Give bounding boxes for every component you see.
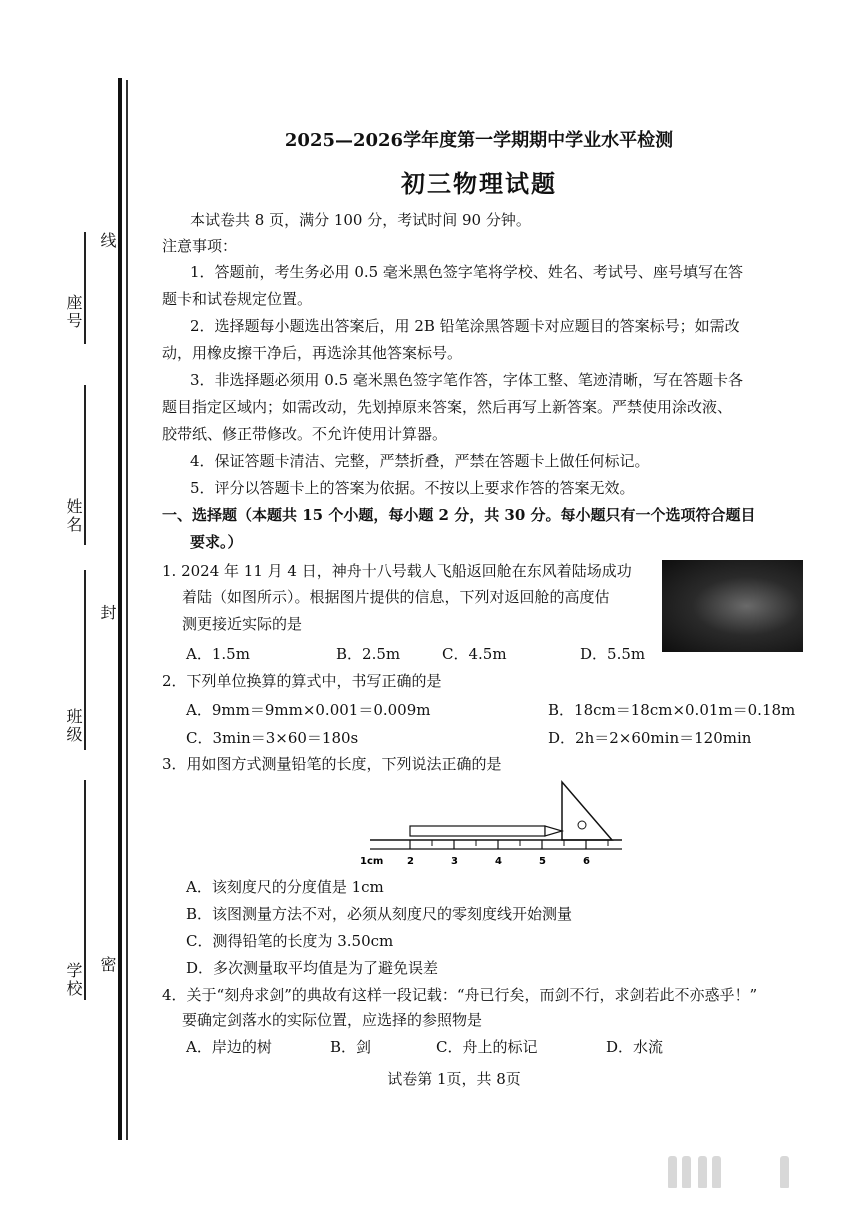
person-figure	[780, 1156, 789, 1188]
exam-subject: 初三物理试题	[401, 169, 557, 198]
class-blank[interactable]	[84, 570, 86, 750]
q2-option-c[interactable]: C．3min＝3×60＝180s	[186, 729, 359, 747]
notice-line: 1．答题前，考生务必用 0.5 毫米黑色签字笔将学校、姓名、考试号、座号填写在答	[190, 263, 743, 281]
name-blank[interactable]	[84, 385, 86, 545]
person-figure	[698, 1156, 707, 1188]
q3-stem: 3．用如图方式测量铅笔的长度，下列说法正确的是	[162, 755, 502, 773]
notice-line: 3．非选择题必须用 0.5 毫米黑色签字笔作答，字体工整、笔迹清晰，写在答题卡各	[190, 371, 743, 389]
ruler-label: 2	[407, 856, 414, 867]
q4-stem: 要确定剑落水的实际位置，应选择的参照物是	[182, 1011, 483, 1029]
school-blank[interactable]	[84, 780, 86, 1000]
q1-stem: 1. 2024 年 11 月 4 日，神舟十八号载人飞船返回舱在东风着陆场成功	[162, 562, 632, 580]
notice-line: 5．评分以答题卡上的答案为依据。不按以上要求作答的答案无效。	[190, 479, 635, 497]
notice-line: 动，用橡皮擦干净后，再选涂其他答案标号。	[162, 344, 463, 362]
q4-option-c[interactable]: C．舟上的标记	[436, 1038, 538, 1056]
secret-char: 密	[98, 956, 117, 974]
notice-line: 4．保证答题卡清洁、完整，严禁折叠，严禁在答题卡上做任何标记。	[190, 452, 650, 470]
line-char: 线	[98, 232, 117, 250]
notice-line: 题目指定区域内；如需改动，先划掉原来答案，然后再写上新答案。严禁使用涂改液、	[162, 398, 733, 416]
binding-line-thin	[126, 80, 128, 1140]
set-square	[562, 782, 612, 840]
seat-label: 座号	[64, 294, 83, 330]
name-label: 姓名	[64, 498, 83, 534]
ruler-label: 6	[583, 856, 590, 867]
notice-line: 2．选择题每小题选出答案后，用 2B 铅笔涂黑答题卡对应题目的答案标号；如需改	[190, 317, 740, 335]
q4-option-d[interactable]: D．水流	[606, 1038, 664, 1056]
ruler-label: 1cm	[360, 856, 384, 867]
exam-intro: 本试卷共 8 页，满分 100 分，考试时间 90 分钟。	[190, 211, 531, 229]
ruler-label: 4	[495, 856, 502, 867]
q4-option-b[interactable]: B．剑	[330, 1038, 372, 1056]
notice-heading: 注意事项：	[162, 237, 238, 255]
q4-stem: 4．关于“刻舟求剑”的典故有这样一段记载：“舟已行矣，而剑不行，求剑若此不亦惑乎！”	[162, 986, 758, 1004]
page-footer: 试卷第 1页，共 8页	[387, 1070, 521, 1088]
school-label: 学校	[64, 962, 83, 998]
seat-blank[interactable]	[84, 232, 86, 344]
notice-line: 题卡和试卷规定位置。	[162, 290, 313, 308]
q3-option-a[interactable]: A．该刻度尺的分度值是 1cm	[186, 878, 384, 896]
ruler-pencil-diagram	[350, 776, 630, 868]
q1-option-a[interactable]: A．1.5m	[186, 645, 250, 663]
q1-option-c[interactable]: C．4.5m	[442, 645, 507, 663]
capsule-landing-photo	[662, 560, 803, 652]
q2-option-d[interactable]: D．2h＝2×60min＝120min	[548, 729, 752, 747]
q3-option-d[interactable]: D．多次测量取平均值是为了避免误差	[186, 959, 439, 977]
q1-option-d[interactable]: D．5.5m	[580, 645, 646, 663]
q1-stem: 着陆（如图所示）。根据图片提供的信息，下列对返回舱的高度估	[182, 588, 610, 606]
pencil-tip	[545, 826, 562, 836]
q2-stem: 2．下列单位换算的算式中，书写正确的是	[162, 672, 442, 690]
ruler-ticks	[410, 840, 608, 849]
pencil-body	[410, 826, 545, 836]
person-figure	[712, 1156, 721, 1188]
exam-title: 2025—2026学年度第一学期期中学业水平检测	[284, 130, 674, 151]
class-label: 班级	[64, 708, 83, 744]
q4-option-a[interactable]: A．岸边的树	[186, 1038, 272, 1056]
q1-option-b[interactable]: B．2.5m	[336, 645, 401, 663]
ruler-label: 5	[539, 856, 546, 867]
q3-option-b[interactable]: B．该图测量方法不对，必须从刻度尺的零刻度线开始测量	[186, 905, 573, 923]
q2-option-a[interactable]: A．9mm＝9mm×0.001＝0.009m	[186, 701, 431, 719]
q3-option-c[interactable]: C．测得铅笔的长度为 3.50cm	[186, 932, 394, 950]
q1-stem: 测更接近实际的是	[182, 615, 303, 633]
section-heading-cont: 要求。）	[190, 533, 243, 551]
set-square-hole	[578, 821, 586, 829]
person-figure	[668, 1156, 677, 1188]
section-heading: 一、选择题（本题共 15 个小题，每小题 2 分，共 30 分。每小题只有一个选项符合题目	[162, 506, 756, 524]
seal-char: 封	[98, 604, 117, 622]
person-figure	[682, 1156, 691, 1188]
ruler-label: 3	[451, 856, 458, 867]
notice-line: 胶带纸、修正带修改。不允许使用计算器。	[162, 425, 448, 443]
q2-option-b[interactable]: B．18cm＝18cm×0.01m＝0.18m	[548, 701, 796, 719]
